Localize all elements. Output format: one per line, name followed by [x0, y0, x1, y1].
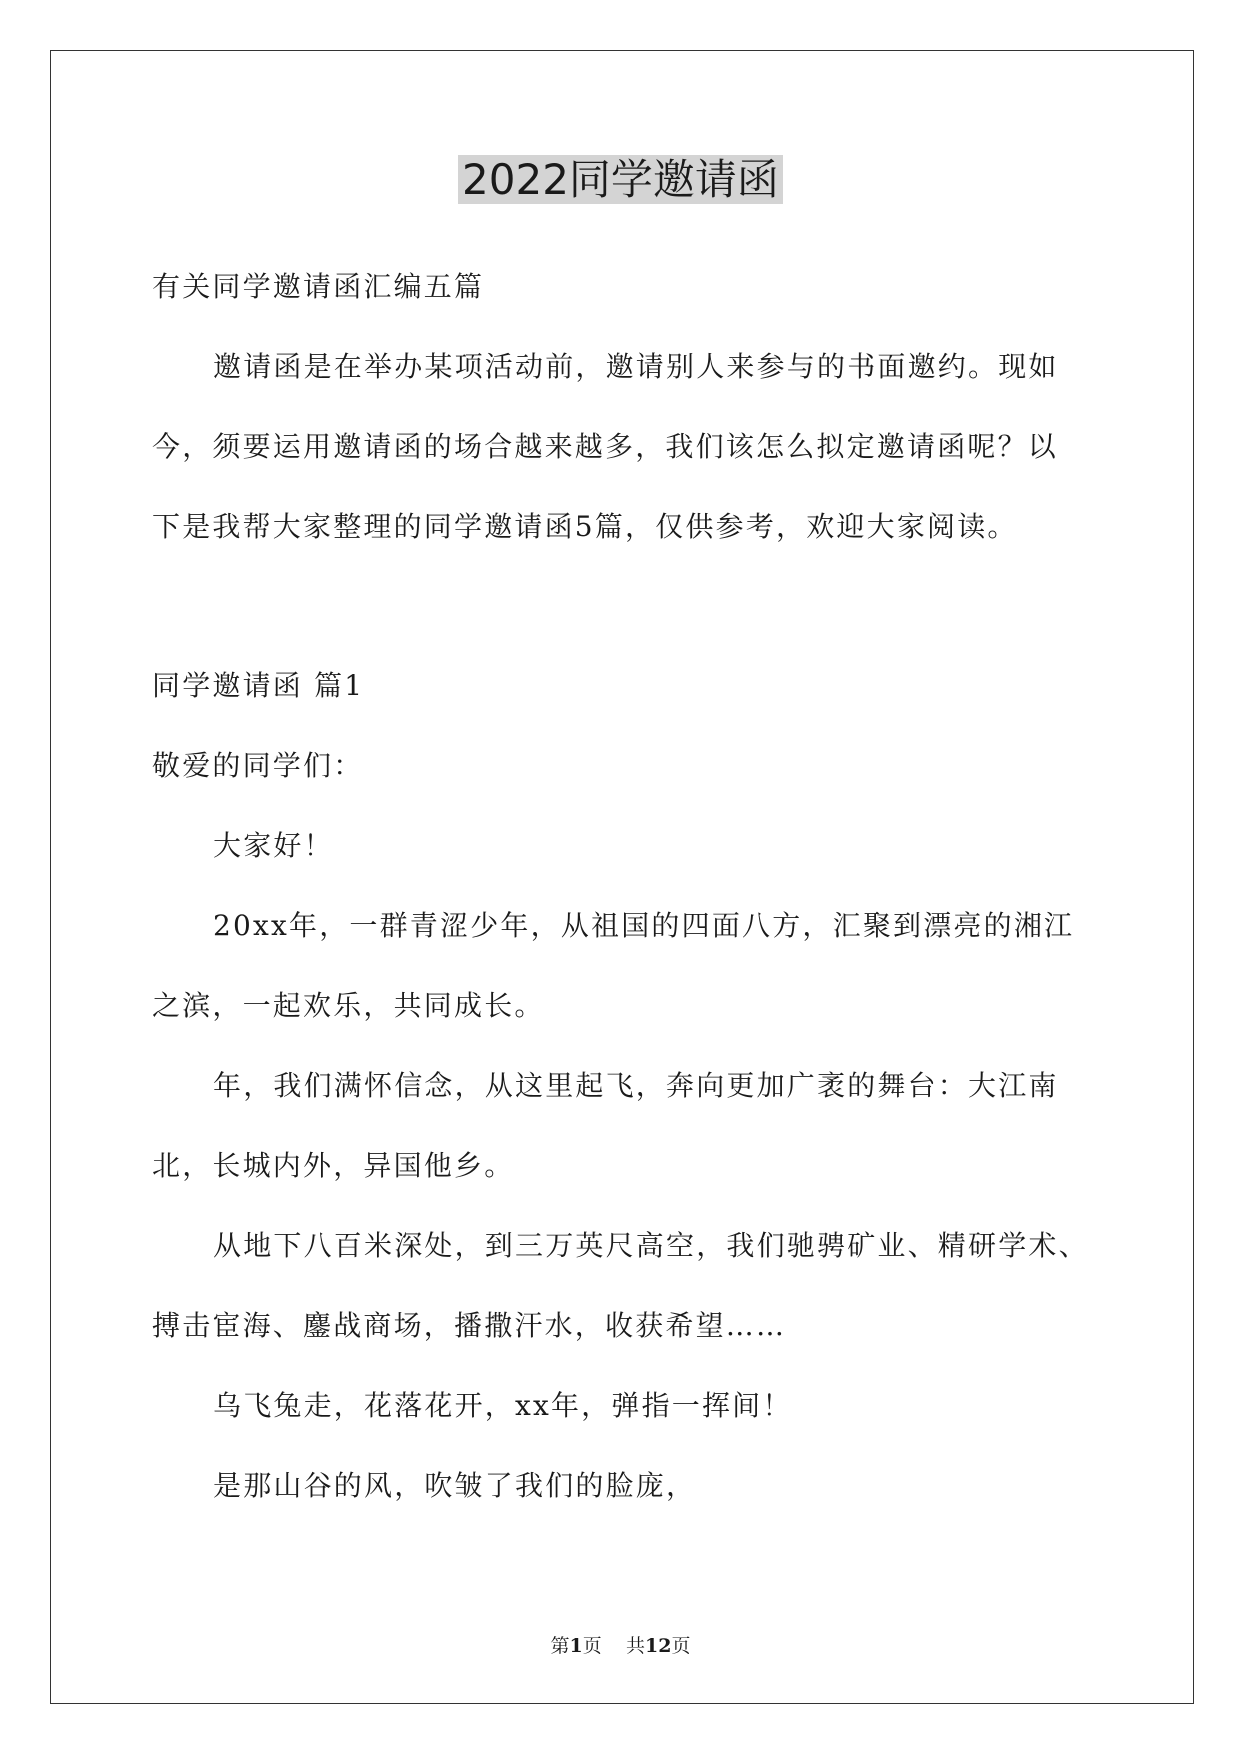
salutation-line: 敬爱的同学们： [152, 749, 364, 782]
body-line: 之滨，一起欢乐，共同成长。 [152, 989, 545, 1022]
page-footer [0, 1633, 1241, 1659]
body-line: 是那山谷的风，吹皱了我们的脸庞， [213, 1469, 697, 1502]
greeting-line: 大家好！ [213, 829, 334, 862]
body-line: 年，我们满怀信念，从这里起飞，奔向更加广袤的舞台：大江南 [213, 1069, 1059, 1102]
body-line: 乌飞兔走，花落花开，xx年，弹指一挥间！ [213, 1389, 793, 1422]
subtitle-line: 有关同学邀请函汇编五篇 [152, 270, 485, 303]
total-suffix: 页 [671, 1635, 691, 1657]
page-suffix: 页 [582, 1635, 602, 1657]
section-heading: 同学邀请函 篇1 [152, 669, 365, 702]
title-text: 2022同学邀请函 [458, 155, 783, 204]
body-line: 下是我帮大家整理的同学邀请函5篇，仅供参考，欢迎大家阅读。 [152, 510, 1018, 543]
body-line: 今，须要运用邀请函的场合越来越多，我们该怎么拟定邀请函呢？以 [152, 430, 1059, 463]
body-line: 北，长城内外，异国他乡。 [152, 1149, 515, 1182]
body-line: 搏击宦海、鏖战商场，播撒汗水，收获希望…… [152, 1309, 787, 1342]
page-title [0, 150, 1241, 210]
total-prefix: 共 [625, 1635, 645, 1657]
body-line: 从地下八百米深处，到三万英尺高空，我们驰骋矿业、精研学术、 [213, 1229, 1089, 1262]
body-line: 邀请函是在举办某项活动前，邀请别人来参与的书面邀约。现如 [213, 350, 1059, 383]
body-line: 20xx年，一群青涩少年，从祖国的四面八方，汇聚到漂亮的湘江 [213, 909, 1075, 942]
total-pages: 12 [644, 1635, 672, 1657]
page-number: 1 [569, 1635, 583, 1657]
page-prefix: 第 [550, 1635, 570, 1657]
